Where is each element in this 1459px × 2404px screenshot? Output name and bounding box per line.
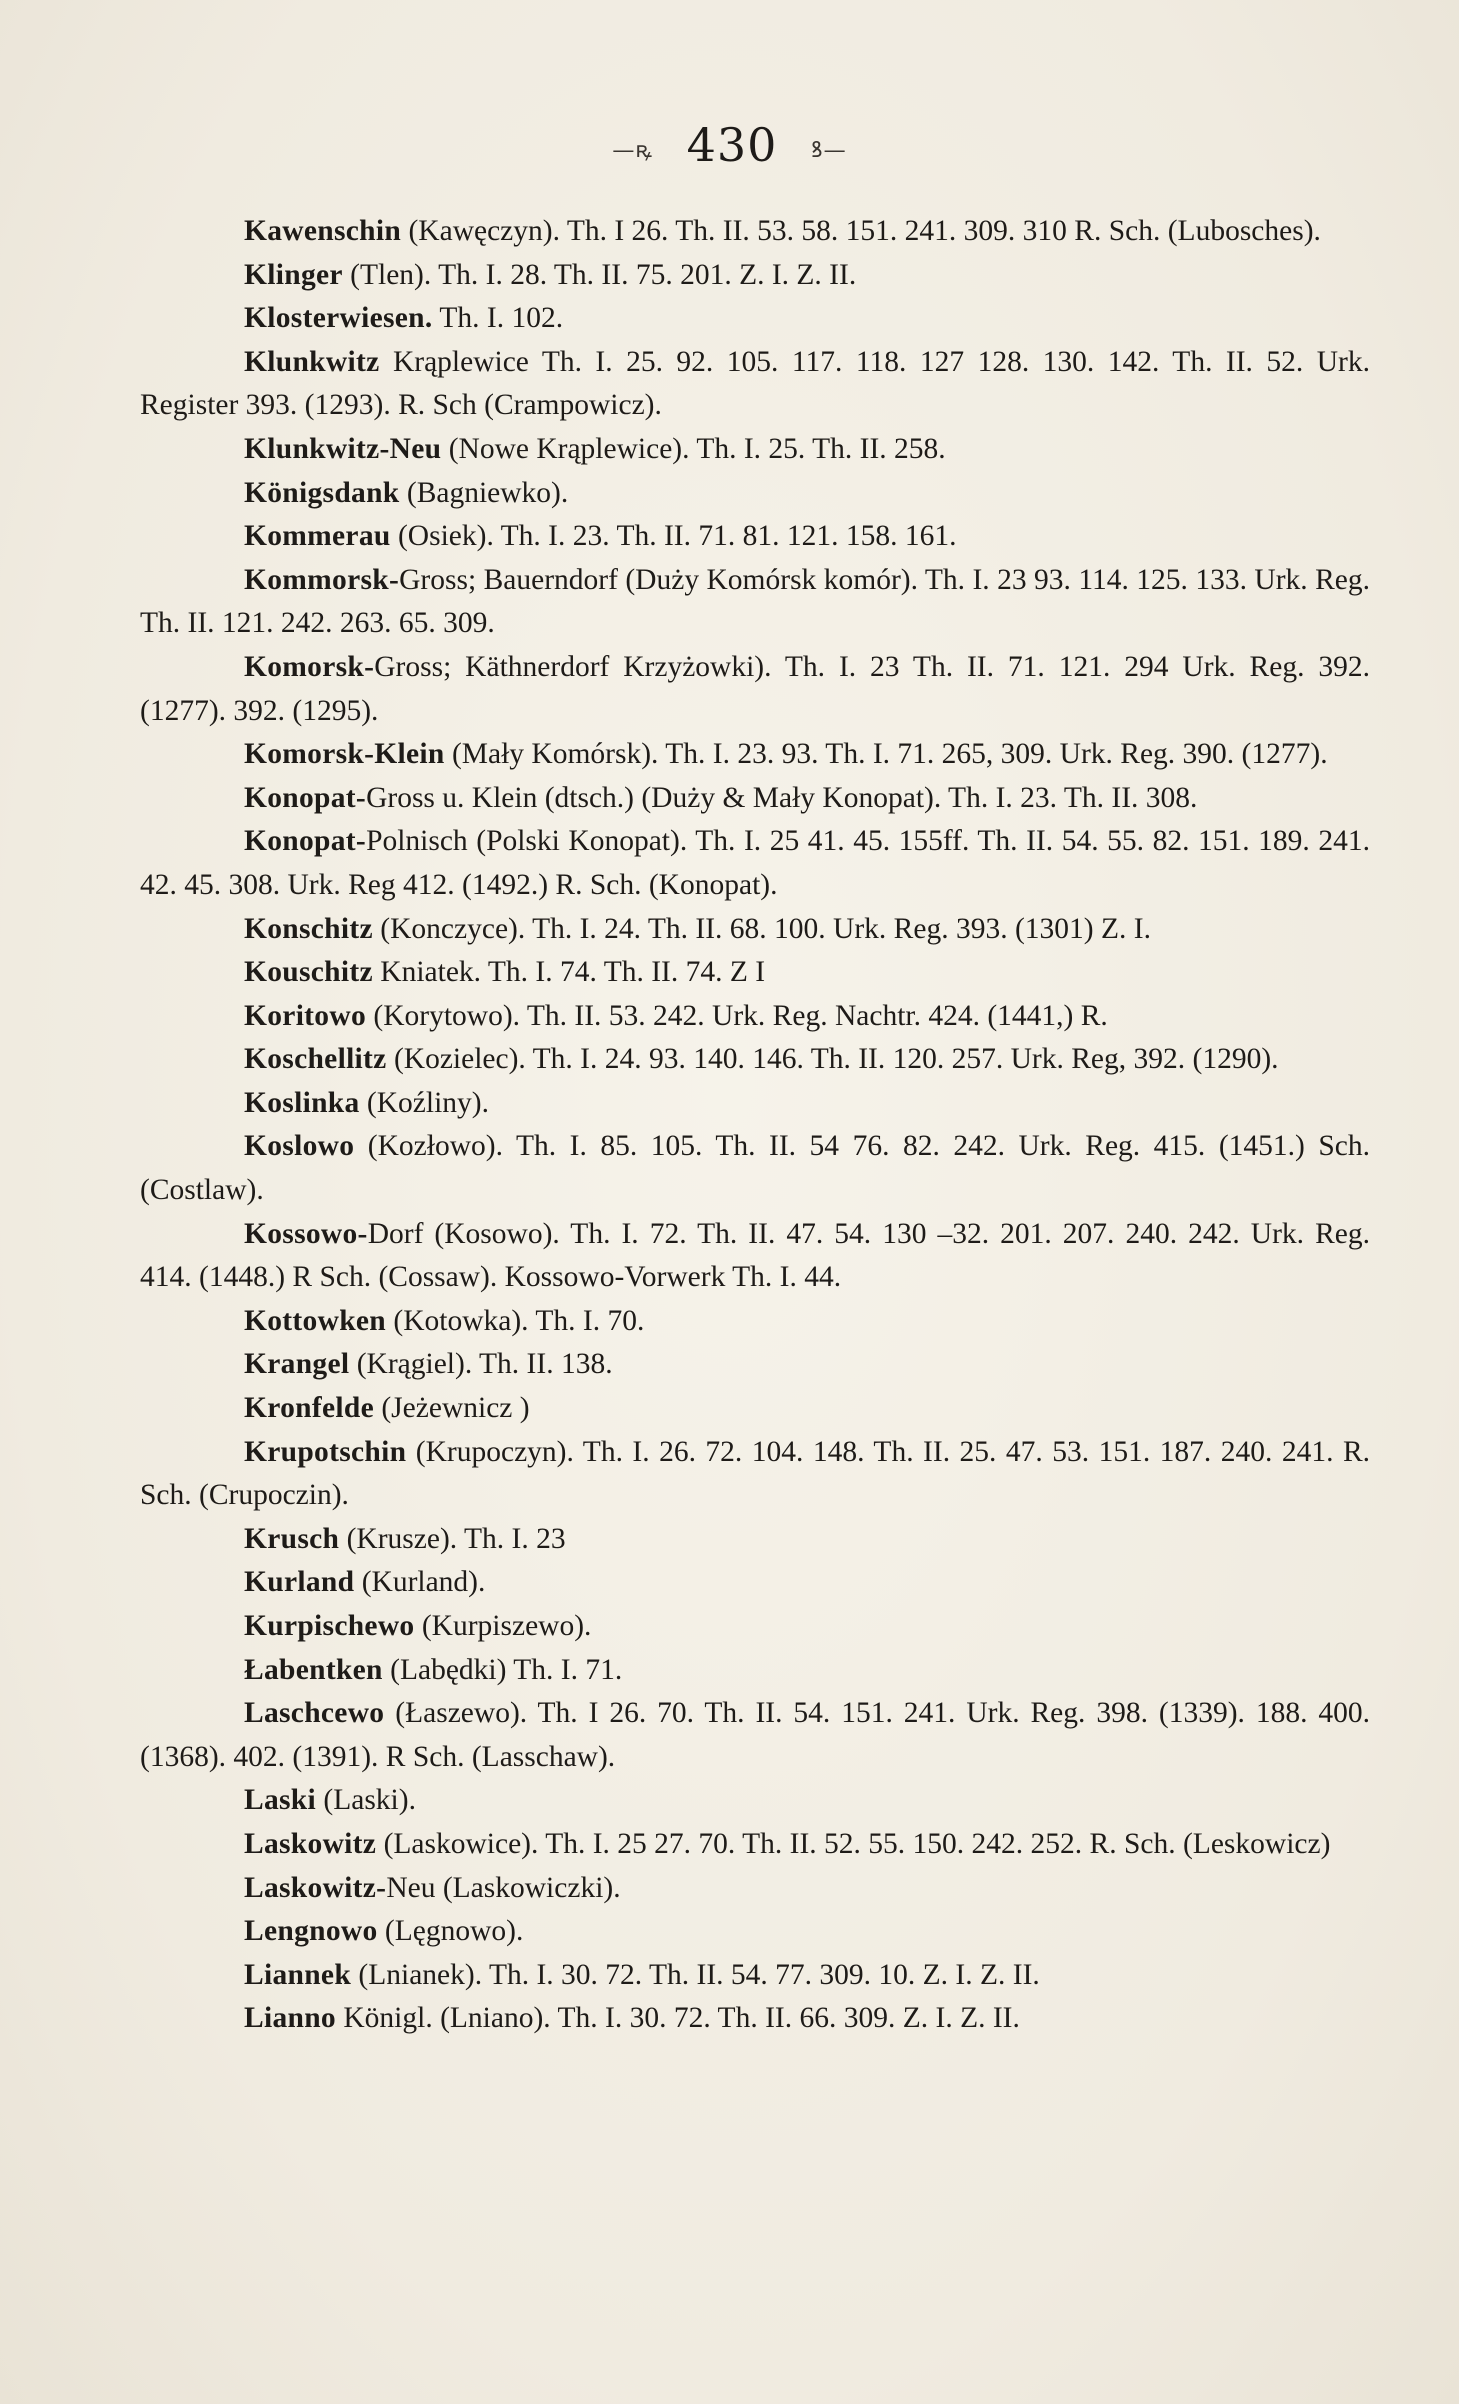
index-entry [140,254,1370,298]
entry-headword: Kommorsk- [244,563,400,596]
index-entry [140,428,1370,472]
index-entry [140,1997,1370,2041]
entry-headword: Kottowken [244,1304,387,1337]
index-entry [140,472,1370,516]
entry-details: Gross; Bauerndorf (Duży Komórsk komór). Th. I. 23 93. 114. 125. 133. Urk. Reg. Th. II. 121. 242. 263. 65. 309. [140,563,1370,640]
entry-details: (Nowe Krąplewice). Th. I. 25. Th. II. 258. [441,432,946,465]
entry-headword: Königsdank [244,476,400,509]
entry-details: (Laskowice). Th. I. 25 27. 70. Th. II. 52. 55. 150. 242. 252. R. Sch. (Leskowicz) [376,1827,1331,1860]
entry-headword: Klunkwitz-Neu [244,432,442,465]
entry-details: (Kotowka). Th. I. 70. [386,1304,645,1337]
entry-details: (Koźliny). [359,1086,489,1119]
index-entry [140,1387,1370,1431]
entry-headword: Kouschitz [244,956,373,989]
index-entries [140,210,1370,2041]
entry-details: Gross u. Klein (dtsch.) (Duży & Mały Konopat). Th. I. 23. Th. II. 308. [366,781,1198,814]
entry-details: (Łaszewo). Th. I 26. 70. Th. II. 54. 151. 241. Urk. Reg. 398. (1339). 188. 400. (1368). 402. (1391). R Sch. (Lasschaw). [140,1697,1370,1773]
entry-details: (Krupoczyn). Th. I. 26. 72. 104. 148. Th. II. 25. 47. 53. 151. 187. 240. 241. R. Sch. (Crupoczin). [140,1435,1370,1512]
index-entry [140,1649,1370,1693]
entry-headword: Liannek [244,1958,352,1991]
entry-headword: Kurland [244,1566,355,1599]
index-entry [140,1213,1370,1300]
entry-headword: Klosterwiesen. [244,302,433,335]
entry-headword: Krangel [244,1348,350,1381]
entry-details: Gross; Käthnerdorf Krzyżowki). Th. I. 23 Th. II. 71. 121. 294 Urk. Reg. 392. (1277). 392. (1295). [140,650,1370,727]
index-entry [140,908,1370,952]
entry-headword: Konschitz [244,912,373,945]
page-header [0,118,1459,172]
entry-headword: Kommerau [244,520,391,553]
entry-details: (Osiek). Th. I. 23. Th. II. 71. 81. 121. 158. 161. [390,520,957,553]
index-entry [140,1125,1370,1212]
entry-details: (Kurland). [354,1566,486,1599]
entry-details: (Korytowo). Th. II. 53. 242. Urk. Reg. Nachtr. 424. (1441,) R. [366,999,1108,1032]
entry-headword: Konopat- [244,825,367,858]
index-entry [140,1038,1370,1082]
index-entry [140,1518,1370,1562]
entry-headword: Laschcewo [244,1697,385,1730]
entry-details: (Kozłowo). Th. I. 85. 105. Th. II. 54 76. 82. 242. Urk. Reg. 415. (1451.) Sch. (Costlaw). [140,1130,1370,1207]
entry-headword: Klinger [244,258,343,291]
entry-headword: Koritowo [244,999,367,1032]
index-entry [140,1082,1370,1126]
entry-details: (Krusze). Th. I. 23 [339,1522,566,1555]
entry-details: Dorf (Kosowo). Th. I. 72. Th. II. 47. 54. 130 –32. 201. 207. 240. 242. Urk. Reg. 414. (1448.) R Sch. (Cossaw). Kossowo-Vorwerk Th. I. 44. [140,1217,1370,1294]
page-number: 430 [686,118,778,172]
entry-details: (Kawęczyn). Th. I 26. Th. II. 53. 58. 151. 241. 309. 310 R. Sch. (Lubosches). [401,215,1321,247]
index-entry [140,341,1370,428]
index-entry [140,1779,1370,1823]
index-entry [140,1431,1370,1518]
entry-details: (Jeżewnicz ) [373,1392,530,1425]
entry-details: Königl. (Lniano). Th. I. 30. 72. Th. II. 66. 309. Z. I. Z. II. [336,2002,1020,2035]
index-entry [140,1867,1370,1911]
entry-details: (Tlen). Th. I. 28. Th. II. 75. 201. Z. I. Z. II. [342,258,857,291]
entry-details: (Mały Komórsk). Th. I. 23. 93. Th. I. 71. 265, 309. Urk. Reg. 390. (1277). [444,738,1328,771]
entry-headword: Kossowo- [244,1217,368,1250]
entry-headword: Koslowo [244,1130,355,1163]
entry-headword: Konopat- [244,781,367,814]
index-entry [140,995,1370,1039]
entry-details: Kniatek. Th. I. 74. Th. II. 74. Z I [372,956,766,989]
index-entry [140,297,1370,341]
header-ornament-left: —ꝶ [612,138,653,163]
entry-details: Th. I. 102. [432,302,564,335]
entry-details: (Kurpiszewo). [414,1610,592,1642]
index-entry [140,515,1370,559]
entry-headword: Laskowitz [244,1827,377,1860]
index-entry [140,733,1370,777]
entry-headword: Komorsk-Klein [244,738,445,771]
index-entry [140,559,1370,646]
entry-headword: Komorsk- [244,650,375,683]
entry-details: Krąplewice Th. I. 25. 92. 105. 117. 118. 127 128. 130. 142. Th. II. 52. Urk. Register 393. (1293). R. Sch (Crampowicz). [140,345,1370,422]
index-entry [140,1605,1370,1649]
index-entry [140,1300,1370,1344]
entry-headword: Łabentken [244,1653,383,1686]
entry-headword: Koschellitz [244,1043,387,1076]
index-entry [140,820,1370,907]
entry-details: Neu (Laskowiczki). [386,1871,621,1904]
index-entry [140,1954,1370,1998]
entry-details: (Lęgnowo). [377,1915,524,1948]
index-entry [140,210,1370,254]
entry-headword: Koslinka [244,1086,360,1119]
entry-headword: Klunkwitz [244,345,380,378]
entry-details: (Laski). [316,1784,416,1817]
entry-details: (Bagniewko). [399,476,569,509]
entry-details: (Kozielec). Th. I. 24. 93. 140. 146. Th. II. 120. 257. Urk. Reg, 392. (1290). [386,1043,1279,1076]
entry-headword: Kronfelde [244,1392,374,1425]
entry-details: (Krągiel). Th. II. 138. [349,1348,613,1381]
index-entry [140,1823,1370,1867]
entry-headword: Krusch [244,1522,340,1555]
entry-headword: Laski [244,1784,317,1817]
index-entry [140,777,1370,821]
entry-details: (Lnianek). Th. I. 30. 72. Th. II. 54. 77. 309. 10. Z. I. Z. II. [351,1958,1040,1991]
index-entry [140,951,1370,995]
entry-details: (Labędki) Th. I. 71. [382,1653,623,1686]
entry-headword: Lianno [244,2002,336,2035]
entry-details: Polnisch (Polski Konopat). Th. I. 25 41. 45. 155ff. Th. II. 54. 55. 82. 151. 189. 241. 42. 45. 308. Urk. Reg 412. (1492.) R. Sch. (Konopat). [140,825,1370,901]
entry-headword: Lengnowo [244,1915,378,1948]
entry-headword: Kawenschin [244,215,402,247]
header-ornament-right: ꝸ— [811,138,847,163]
entry-headword: Laskowitz- [244,1871,387,1904]
index-entry [140,646,1370,733]
index-entry [140,1910,1370,1954]
entry-headword: Kurpischewo [244,1610,415,1642]
entry-headword: Krupotschin [244,1435,407,1468]
index-entry [140,1692,1370,1779]
index-entry [140,1343,1370,1387]
index-entry [140,1561,1370,1605]
entry-details: (Konczyce). Th. I. 24. Th. II. 68. 100. Urk. Reg. 393. (1301) Z. I. [372,912,1151,945]
